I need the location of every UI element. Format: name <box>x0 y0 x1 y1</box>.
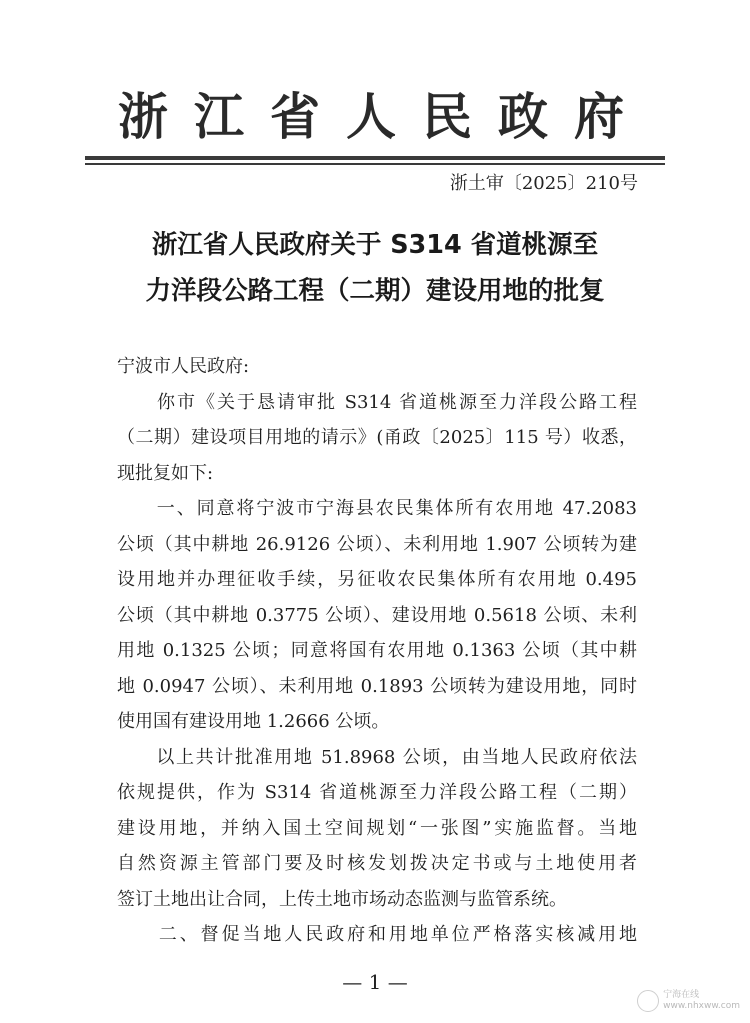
text-line: 使用国有建设用地 1.2666 公顷。 <box>117 711 390 732</box>
text-line: 现批复如下: <box>117 462 214 484</box>
text-line: 以上共计批准用地 51.8968 公顷，由当地人民政府依法 <box>117 746 637 768</box>
page-number: — 1 — <box>342 970 408 994</box>
title-line-2: 力洋段公路工程（二期）建设用地的批复 <box>145 276 605 306</box>
paragraph-total <box>117 740 637 918</box>
document-number: 浙土审〔2025〕210号 <box>449 173 638 194</box>
text-line: （二期）建设项目用地的请示》(甬政〔2025〕115 号）收悉， <box>117 427 637 448</box>
document-title <box>90 222 660 314</box>
text-line: 一、同意将宁波市宁海县农民集体所有农用地 47.2083 <box>117 498 637 519</box>
text-line: 用地 0.1325 公顷；同意将国有农用地 0.1363 公顷（其中耕 <box>117 640 637 661</box>
watermark <box>637 990 740 1012</box>
text-line: 公顷（其中耕地 26.9126 公顷）、未利用地 1.907 公顷转为建 <box>117 533 637 555</box>
text-line: 设用地并办理征收手续，另征收农民集体所有农用地 0.495 <box>117 569 637 590</box>
watermark-logo-icon <box>637 990 659 1012</box>
text-line: 你市《关于恳请审批 S314 省道桃源至力洋段公路工程 <box>117 391 637 413</box>
letterhead-rule-thick <box>85 156 665 160</box>
paragraph-approval-1 <box>117 491 637 740</box>
letterhead-title: 浙江省人民政府 <box>118 88 650 146</box>
document-body <box>117 349 637 953</box>
watermark-text <box>663 990 740 1012</box>
paragraph-approval-2 <box>117 917 637 953</box>
text-line: 公顷（其中耕地 0.3775 公顷）、建设用地 0.5618 公顷、未利 <box>117 604 637 626</box>
text-line: 二、督促当地人民政府和用地单位严格落实核减用地 <box>117 924 637 945</box>
title-line-1: 浙江省人民政府关于 S314 省道桃源至 <box>151 230 599 260</box>
salutation: 宁波市人民政府: <box>117 356 250 377</box>
text-line: 依规提供，作为 S314 省道桃源至力洋段公路工程（二期） <box>117 782 637 803</box>
watermark-line-1: 宁海在线 <box>663 990 700 1000</box>
text-line: 建设用地，并纳入国土空间规划“一张图”实施监督。当地 <box>117 817 637 839</box>
paragraph-request <box>117 385 637 492</box>
text-line: 地 0.0947 公顷）、未利用地 0.1893 公顷转为建设用地，同时 <box>117 675 637 697</box>
letterhead-rule-thin <box>85 163 665 165</box>
text-line: 签订土地出让合同，上传土地市场动态监测与监管系统。 <box>117 888 567 910</box>
watermark-line-2: www.nhxww.com <box>663 1001 740 1011</box>
text-line: 自然资源主管部门要及时核发划拨决定书或与土地使用者 <box>117 853 637 874</box>
